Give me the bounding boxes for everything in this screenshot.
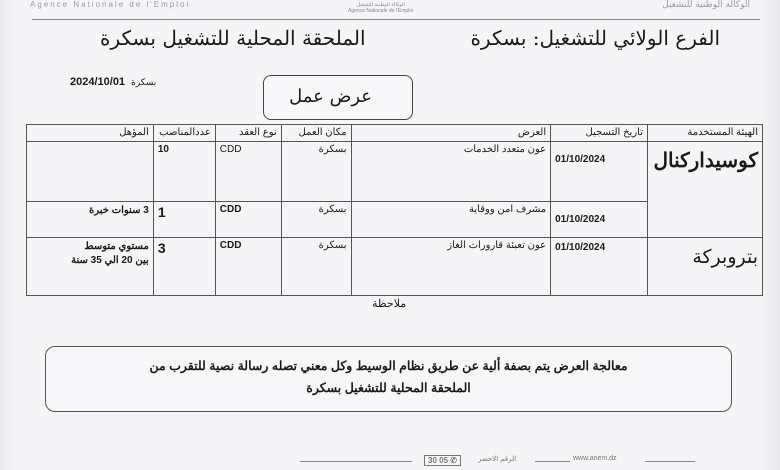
offer-cell: عون تعبئة قارورات الغاز <box>351 238 551 296</box>
green-number-phone <box>424 455 461 466</box>
phone-number: 30 05 <box>428 456 449 465</box>
date-place: بسكرة <box>131 77 157 87</box>
header-qualification: المؤهل <box>27 125 154 142</box>
table-row <box>27 238 763 296</box>
offer-cell: مشرف امن ووقاية <box>351 202 551 238</box>
notice-line: معالجة العرض يتم بصفة ألية عن طريق نظام الوسيط وكل معني تصله رسالة نصية للتقرب من <box>149 359 628 373</box>
work-place-cell: بسكرة <box>281 142 351 202</box>
website-link[interactable]: www.anem.dz <box>573 455 617 462</box>
agency-logo <box>348 2 413 14</box>
contract-type-cell: CDD <box>215 238 281 296</box>
contract-type-cell: CDD <box>215 202 281 238</box>
positions-cell: 1 <box>153 202 215 238</box>
qualification-cell <box>27 142 154 202</box>
table-row <box>27 142 763 202</box>
organization-cell <box>648 238 763 296</box>
header-contract-type: نوع العقد <box>215 125 281 142</box>
footer-divider <box>535 461 570 462</box>
work-place-cell: بسكرة <box>281 238 351 296</box>
qualification-cell <box>27 238 154 296</box>
qualification-line: بين 20 الي 35 سنة <box>71 255 149 266</box>
positions-cell: 10 <box>153 142 215 202</box>
footer-divider <box>645 461 695 462</box>
table-header-row <box>27 125 763 142</box>
offer-cell: عون متعدد الخدمات <box>351 142 551 202</box>
logo-arabic-text: الوكالة الوطنية للتشغيل <box>356 2 405 8</box>
registration-date-cell: 01/10/2024 <box>551 238 648 296</box>
header-divider <box>32 19 760 20</box>
notes-label: ملاحظة <box>372 297 407 310</box>
header-work-place: مكان العمل <box>281 125 351 142</box>
registration-date-cell: 01/10/2024 <box>551 202 648 238</box>
header-organization: الهيئة المستخدمة <box>648 125 763 142</box>
document-date: 2024/10/01 <box>70 76 126 88</box>
logo-french-text: Agence Nationale de l'Emploi <box>348 8 414 14</box>
contract-type-cell: CDD <box>215 142 281 202</box>
qualification-line: مستوي متوسط <box>84 241 149 252</box>
footer-divider <box>300 461 412 462</box>
header-registration-date: تاريخ التسجيل <box>551 125 648 142</box>
job-offers-table <box>26 124 763 296</box>
annex-title: الملحقة المحلية للتشغيل بسكرة <box>100 26 366 50</box>
footer <box>300 455 780 467</box>
green-number-label: الرقم الاخضر <box>478 456 517 463</box>
date-line <box>70 76 156 88</box>
organization-name: كوسيداركنال <box>653 150 758 172</box>
notice-line: الملحقة المحلية للتشغيل بسكرة <box>306 381 471 395</box>
phone-icon: ✆ <box>450 456 457 465</box>
registration-date-cell: 01/10/2024 <box>551 142 648 202</box>
header-positions: عددالمناصب <box>153 125 215 142</box>
header-agency-french-faded: Agence Nationale de l'Emploi <box>30 0 191 9</box>
notice-box <box>45 346 732 412</box>
qualification-cell: 3 سنوات خبرة <box>27 202 154 238</box>
work-place-cell: بسكرة <box>281 202 351 238</box>
branch-title: الفرع الولائي للتشغيل: بسكرة <box>470 26 720 50</box>
offer-title-box <box>263 75 413 120</box>
header-agency-arabic-faded: الوكالة الوطنية للتشغيل <box>662 0 750 10</box>
header-offer: العرض <box>351 125 551 142</box>
offer-title: عرض عمل <box>289 86 372 107</box>
positions-cell: 3 <box>153 238 215 296</box>
organization-name: بتروبركة <box>692 247 758 268</box>
organization-cell <box>648 142 763 238</box>
